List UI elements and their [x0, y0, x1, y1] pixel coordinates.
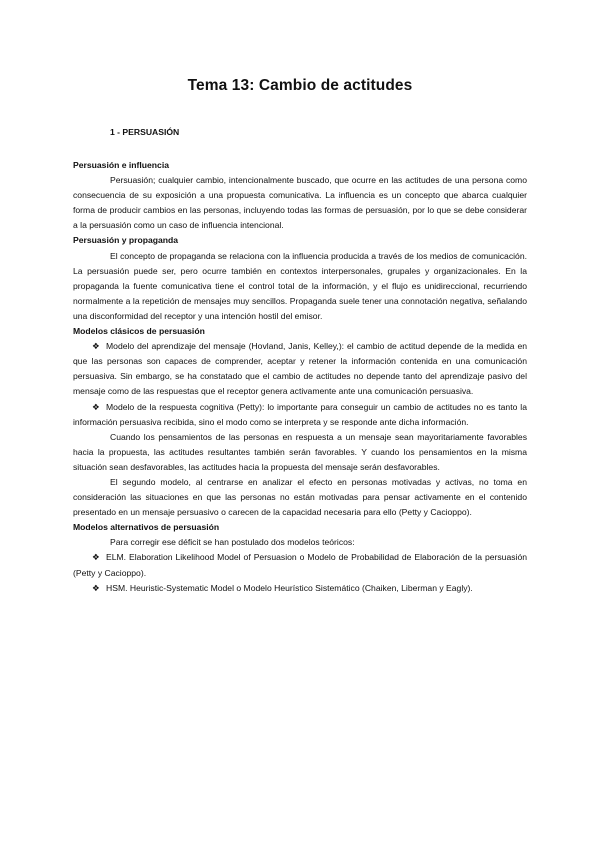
- diamond-bullet-icon: ❖: [92, 582, 100, 593]
- bullet-item-cognitive-response: [73, 400, 527, 430]
- subheading-alternative-models: Modelos alternativos de persuasión: [73, 522, 220, 533]
- page-title: Tema 13: Cambio de actitudes: [187, 77, 413, 94]
- paragraph-second-model: El segundo modelo, al centrarse en analizar el efecto en personas motivadas y activas, no toma en consideración las situaciones en que las personas no están motivadas para pensar activamente en el contenido presentado en un mensaje persuasivo o carecen de la capacidad necesaria para ello (Petty y Cacioppo).: [73, 476, 527, 518]
- subheading-persuasion-influence: Persuasión e influencia: [73, 160, 169, 170]
- bullet-item-message-learning: [73, 339, 527, 399]
- subheading-classic-models: Modelos clásicos de persuasión: [73, 326, 205, 337]
- paragraph-alternative-intro: Para corregir ese déficit se han postulado dos modelos teóricos:: [110, 537, 355, 548]
- diamond-bullet-icon: ❖: [92, 552, 100, 563]
- document-body: [73, 158, 527, 596]
- paragraph-favorable-thoughts: Cuando los pensamientos de las personas en respuesta a un mensaje sean mayoritariamente favorables hacia la propuesta, las actitudes resultantes también serán favorables. Y cuando los pensamientos en la misma situación sean desfavorables, las actitudes hacia la propuesta del mensaje serán desfavorables.: [73, 431, 527, 472]
- paragraph-persuasion-propaganda: El concepto de propaganda se relaciona con la influencia producida a través de los medios de comunicación. La persuasión puede ser, pero ocurre también en contextos interpersonales, grupales y organizacionales. En la propaganda la fuente comunicativa tiene el control total de la información, y el flujo es unidireccional, recurriendo normalmente a la repetición de mensajes muy sencillos. Propaganda suele tener una connotación negativa, señalando una disconformidad del receptor y una intención hostil del emisor.: [73, 250, 527, 321]
- bullet-item-elm: [73, 550, 527, 580]
- paragraph-persuasion-influence: Persuasión; cualquier cambio, intencionalmente buscado, que ocurre en las actitudes de una persona como consecuencia de su exposición a una propuesta comunicativa. La influencia es un concepto que abarca cualquier forma de producir cambios en las personas, incluyendo todas las formas de persuasión, por lo que se debe considerar a la persuasión como un caso de influencia intencional.: [73, 175, 527, 231]
- diamond-bullet-icon: ❖: [92, 341, 100, 352]
- bullet-text-cognitive-response: Modelo de la respuesta cognitiva (Petty): lo importante para conseguir un cambio de actitudes no es tanto la información persuasiva recibida, sino el modo como se interpreta y se responde ante dicha información.: [73, 401, 527, 427]
- bullet-item-hsm: [73, 581, 527, 596]
- diamond-bullet-icon: ❖: [92, 401, 100, 412]
- bullet-text-elm: ELM. Elaboration Likelihood Model of Persuasion o Modelo de Probabilidad de Elaboración de la persuasión (Petty y Cacioppo).: [73, 552, 527, 578]
- subheading-persuasion-propaganda: Persuasión y propaganda: [73, 235, 179, 246]
- section-heading: 1 - PERSUASIÓN: [110, 127, 180, 137]
- bullet-text-hsm: HSM. Heuristic-Systematic Model o Modelo Heurístico Sistemático (Chaiken, Liberman y Eagly).: [106, 582, 473, 593]
- bullet-text-message-learning: Modelo del aprendizaje del mensaje (Hovland, Janis, Kelley,): el cambio de actitud depende de la medida en que las personas son capaces de comprender, aceptar y retener la información contenida en una comunicación persuasiva. Sin embargo, se ha constatado que el cambio de actitudes no depende tanto del aprendizaje pasivo del mensaje como de las respuestas que el receptor genera activamente ante una comunicación persuasiva.: [73, 341, 527, 397]
